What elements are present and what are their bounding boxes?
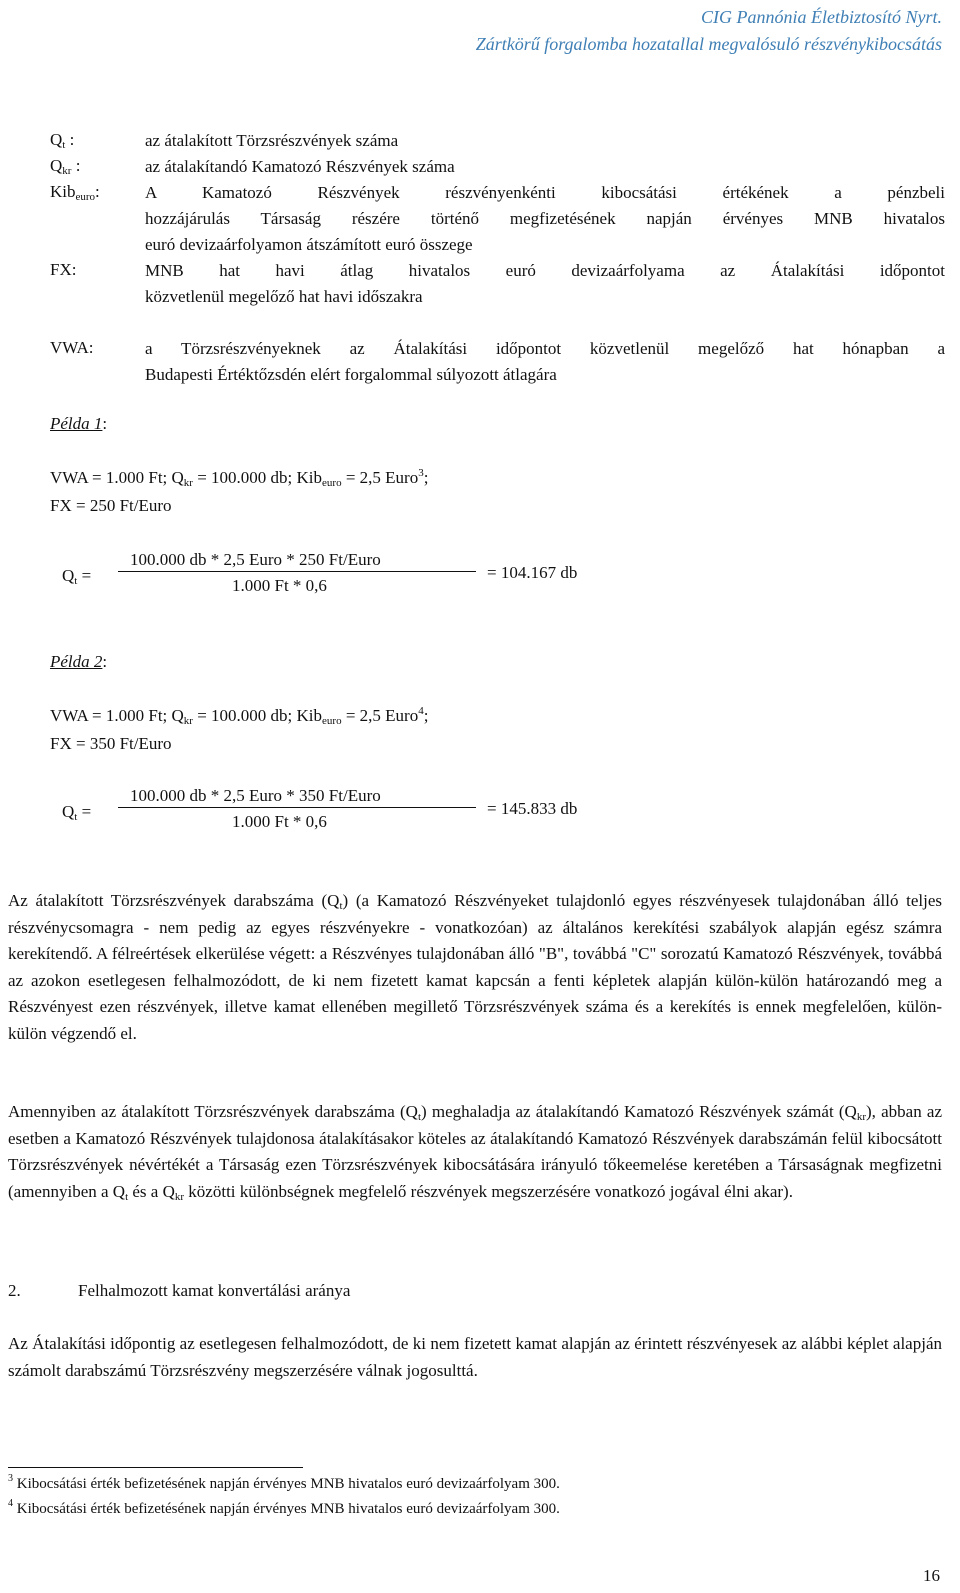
example1-formula-lhs: $Q_t$ = <box>62 566 92 587</box>
example2-title: Példa 2: <box>50 652 108 671</box>
def-fx-line1: MNB hat havi átlag hivatalos euró devizaárfolyama az Átalakítási időpontot <box>145 261 945 280</box>
def-qkr-text: az átalakítandó Kamatozó Részvények száma <box>145 157 455 176</box>
def-qkr-label: $Q_{kr}$ : <box>50 156 81 177</box>
example2-formula-lhs: $Q_t$ = <box>62 802 92 823</box>
def-qt-label: $Q_t$ : <box>50 130 75 151</box>
def-fx-line2: közvetlenül megelőző hat havi időszakra <box>145 287 423 306</box>
def-kib-line1: A Kamatozó Részvények részvényenkénti kibocsátási értékének a pénzbeli <box>145 183 945 202</box>
example1-fraction-bar <box>118 571 476 572</box>
def-vwa-label: VWA: <box>50 338 94 357</box>
paragraph-rounding: Az átalakított Törzsrészvények darabszáma $(Q_t)$ (a Kamatozó Részvényeket tulajdonló egyes részvényesek tulajdonában álló teljes részvénycsomagra - nem pedig az egyes részvényekre - vonatkozóan) az általános kerekítési szabályok alapján egész számra kerekítendő. A félreértések elkerülése végett: a Részvényes tulajdonában álló "B", továbbá "C" sorozatú Kamatozó Részvények, továbbá az azokon esetlegesen felhalmozódott, de ki nem fizetett kamat kapcsán a fenti képletek alapján külön-külön határozandó meg a Részvényest ezen részvények, illetve kamat ellenében megillető Törzsrészvények száma és a kerekítés is ennek megfelelően, külön-külön végzendő el. <box>8 891 942 1043</box>
example1-result: = 104.167 db <box>487 563 578 582</box>
def-qt-text: az átalakított Törzsrészvények száma <box>145 131 399 150</box>
page-number: 16 <box>923 1566 940 1585</box>
def-kib-label: Kib$_{euro}$: <box>50 182 100 203</box>
example1-numerator: 100.000 db * 2,5 Euro * 250 Ft/Euro <box>130 550 381 569</box>
footnote-separator <box>8 1467 303 1468</box>
def-vwa-line2: Budapesti Értéktőzsdén elért forgalommal súlyozott átlagára <box>145 365 557 384</box>
paragraph-accrued-interest: Az Átalakítási időpontig az esetlegesen felhalmozódott, de ki nem fizetett kamat alapján az érintett részvényesek az alábbi képlet alapján számolt darabszámú Törzsrészvény megszerzésére válnak jogosulttá. <box>8 1334 942 1380</box>
def-kib-line2: hozzájárulás Társaság részére történő megfizetésének napján érvényes MNB hivatalos <box>145 209 945 228</box>
example1-given-line1: VWA = 1.000 Ft; $Q_{kr} = 100.000$ db; Kib$_{euro}$ = 2,5 Euro$^3$; <box>50 467 429 489</box>
paragraph-excess-shares: Amennyiben az átalakított Törzsrészvények darabszáma $(Q_t)$ meghaladja az átalakítandó Kamatozó Részvények számát $(Q_{kr})$, abban az esetben a Kamatozó Részvények tulajdonosa átalakításakor köteles az átalakítandó Kamatozó Részvények darabszámán felül kibocsátott Törzsrészvények névértékét a Társaság ezen Törzsrészvények kibocsátására irányuló tőkeemelése keretében a Társaságnak megfizetni (amennyiben a $Q_t$ és a $Q_{kr}$ közötti különbségnek megfelelő részvények megszerzésére vonatkozó jogával élni akar). <box>8 1102 943 1203</box>
example2-denominator: 1.000 Ft * 0,6 <box>232 812 327 831</box>
footnote-3: $^3$ Kibocsátási érték befizetésének napján érvényes MNB hivatalos euró devizaárfolyam 300. <box>8 1473 560 1492</box>
example2-given-line1: VWA = 1.000 Ft; $Q_{kr} = 100.000$ db; Kib$_{euro}$ = 2,5 Euro$^4$; <box>50 705 429 727</box>
example1-denominator: 1.000 Ft * 0,6 <box>232 576 327 595</box>
def-fx-label: FX: <box>50 260 77 279</box>
example2-given-line2: FX = 350 Ft/Euro <box>50 734 172 753</box>
def-kib-line3: euró devizaárfolyamon átszámított euró összege <box>145 235 473 254</box>
footnote-4: $^4$ Kibocsátási érték befizetésének napján érvényes MNB hivatalos euró devizaárfolyam 300. <box>8 1498 560 1517</box>
page-header <box>476 4 942 58</box>
section-title: Felhalmozott kamat konvertálási aránya <box>78 1281 351 1300</box>
example2-fraction-bar <box>118 807 476 808</box>
example2-numerator: 100.000 db * 2,5 Euro * 350 Ft/Euro <box>130 786 381 805</box>
example1-title: Példa 1: <box>50 414 108 433</box>
section-number: 2. <box>8 1281 21 1300</box>
header-subtitle: Zártkörű forgalomba hozatallal megvalósuló részvénykibocsátás <box>475 34 942 54</box>
header-company: CIG Pannónia Életbiztosító Nyrt. <box>701 7 942 27</box>
example2-result: = 145.833 db <box>487 799 578 818</box>
def-vwa-line1: a Törzsrészvényeknek az Átalakítási időpontot közvetlenül megelőző hat hónapban a <box>145 339 945 358</box>
example1-given-line2: FX = 250 Ft/Euro <box>50 496 172 515</box>
